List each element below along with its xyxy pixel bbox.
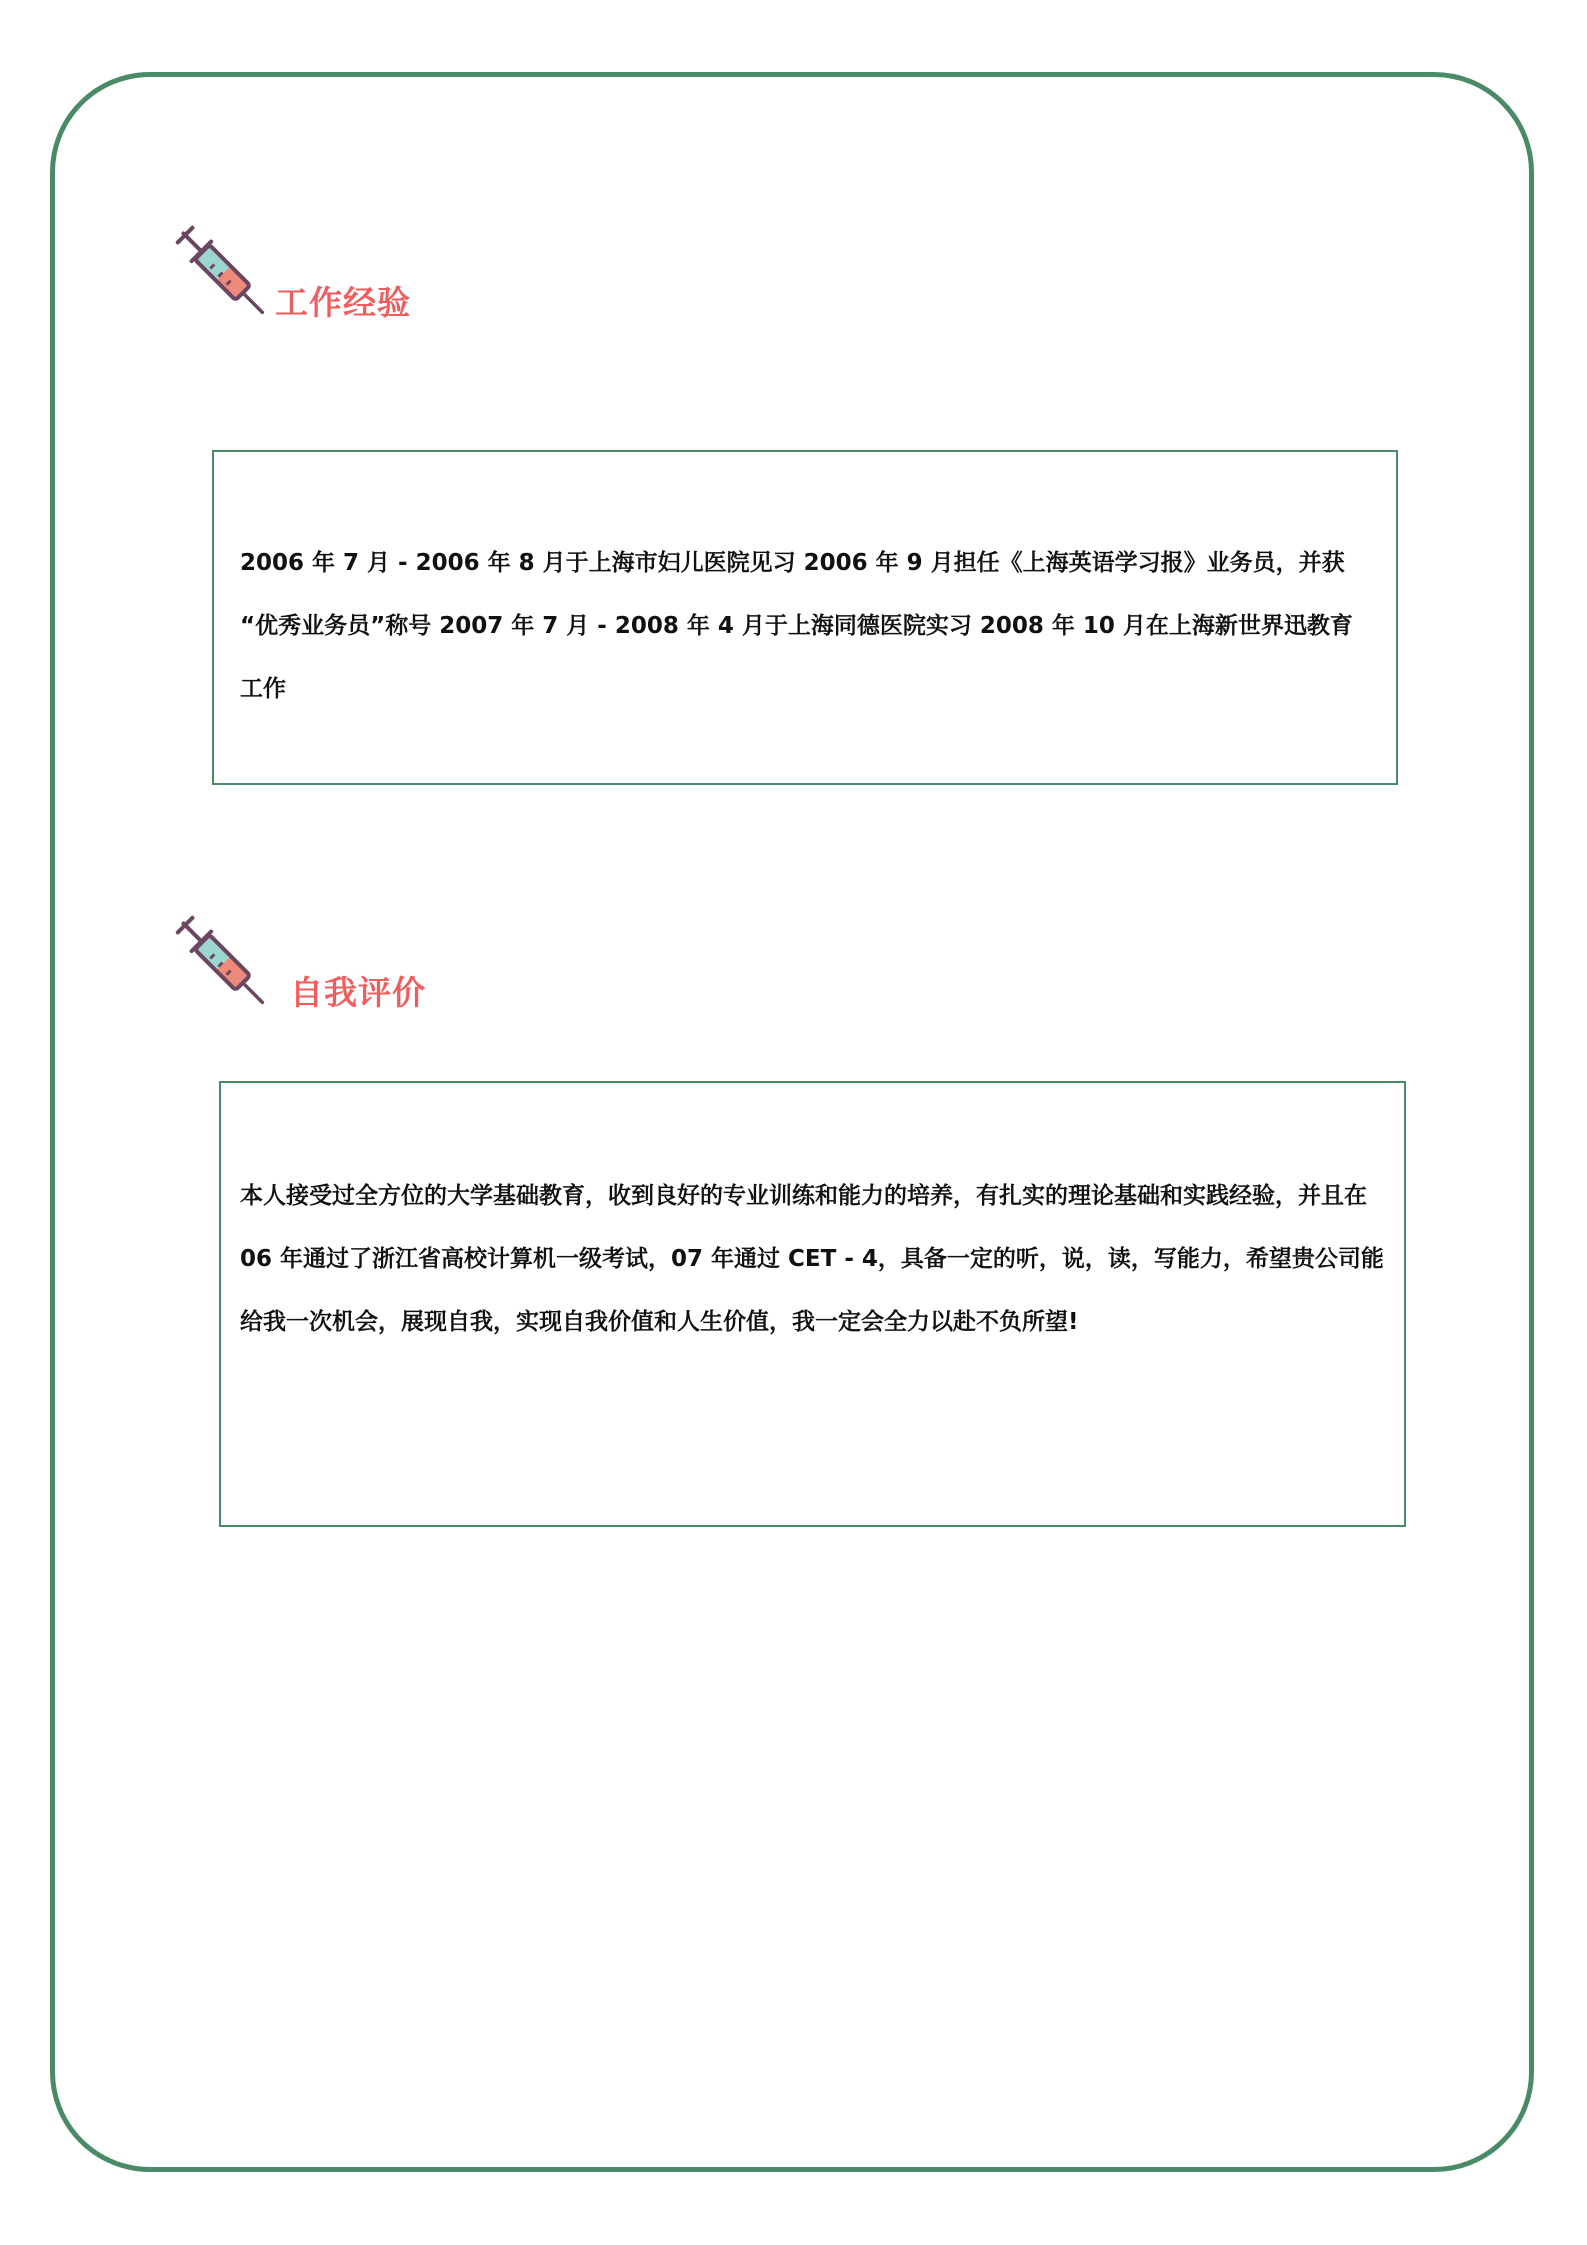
work-experience-text: 2006 年 7 月 - 2006 年 8 月于上海市妇儿医院见习 2006 年 9 月担任《上海英语学习报》业务员，并获 “优秀业务员”称号 2007 年 7 月 - 2008 年 4 月于上海同德医院实习 2008 年 10 月在上海新世界迅教育工作 bbox=[240, 550, 1353, 702]
syringe-icon bbox=[165, 215, 280, 330]
work-experience-box bbox=[212, 450, 1398, 785]
section-title: 工作经验 bbox=[275, 283, 411, 322]
section-title: 自我评价 bbox=[290, 973, 426, 1012]
self-evaluation-text: 本人接受过全方位的大学基础教育，收到良好的专业训练和能力的培养，有扎实的理论基础和实践经验，并且在 06 年通过了浙江省高校计算机一级考试，07 年通过 CET - 4，具备一定的听，说，读，写能力，希望贵公司能给我一次机会，展现自我，实现自我价值和人生价值，我一定会全力以赴不负所望! bbox=[240, 1183, 1384, 1335]
self-evaluation-box bbox=[219, 1081, 1406, 1527]
work-section-header bbox=[165, 215, 411, 330]
syringe-icon bbox=[165, 905, 280, 1020]
self-eval-section-header bbox=[165, 905, 426, 1020]
